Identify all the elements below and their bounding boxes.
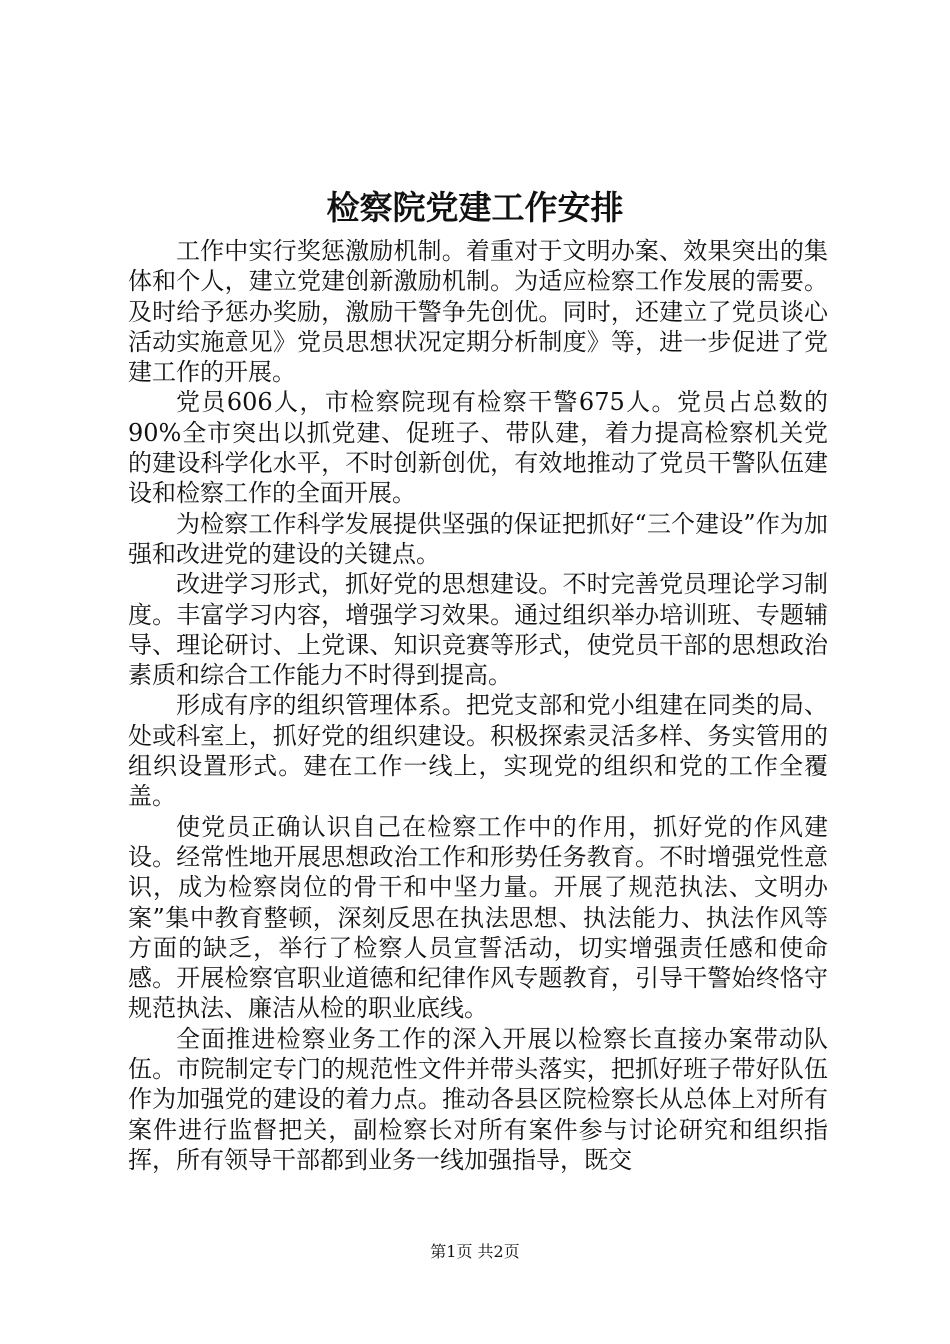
paragraph-1: 工作中实行奖惩激励机制。着重对于文明办案、效果突出的集体和个人，建立党建创新激励机制。为适应检察工作发展的需要。及时给予惩办奖励，激励干警争先创优。同时，还建立了党员谈心活动实施意见》党员思想状况定期分析制度》等，进一步促进了党建工作的开展。: [128, 237, 828, 387]
paragraph-2: 党员606人，市检察院现有检察干警675人。党员占总数的90%全市突出以抓党建、促班子、带队建，着力提高检察机关党的建设科学化水平，不时创新创优，有效地推动了党员干警队伍建设和检察工作的全面开展。: [128, 388, 828, 508]
document-body: [128, 236, 828, 1175]
paragraph-5: 形成有序的组织管理体系。把党支部和党小组建在同类的局、处或科室上，抓好党的组织建设。积极探索灵活多样、务实管用的组织设置形式。建在工作一线上，实现党的组织和党的工作全覆盖。: [128, 691, 828, 811]
paragraph-6: 使党员正确认识自己在检察工作中的作用，抓好党的作风建设。经常性地开展思想政治工作和形势任务教育。不时增强党性意识，成为检察岗位的骨干和中坚力量。开展了规范执法、文明办案”集中教育整顿，深刻反思在执法思想、执法能力、执法作风等方面的缺乏，举行了检察人员宣誓活动，切实增强责任感和使命感。开展检察官职业道德和纪律作风专题教育，引导干警始终恪守规范执法、廉洁从检的职业底线。: [128, 812, 828, 1023]
paragraph-7: 全面推进检察业务工作的深入开展以检察长直接办案带动队伍。市院制定专门的规范性文件并带头落实，把抓好班子带好队伍作为加强党的建设的着力点。推动各县区院检察长从总体上对所有案件进行监督把关，副检察长对所有案件参与讨论研究和组织指挥，所有领导干部都到业务一线加强指导，既交: [128, 1024, 828, 1174]
paragraph-4: 改进学习形式，抓好党的思想建设。不时完善党员理论学习制度。丰富学习内容，增强学习效果。通过组织举办培训班、专题辅导、理论研讨、上党课、知识竞赛等形式，使党员干部的思想政治素质和综合工作能力不时得到提高。: [128, 570, 828, 690]
paragraph-3: 为检察工作科学发展提供坚强的保证把抓好“三个建设”作为加强和改进党的建设的关键点。: [128, 509, 828, 568]
page-footer: 第1页 共2页: [430, 1242, 520, 1261]
page-title: 检察院党建工作安排: [326, 188, 624, 227]
